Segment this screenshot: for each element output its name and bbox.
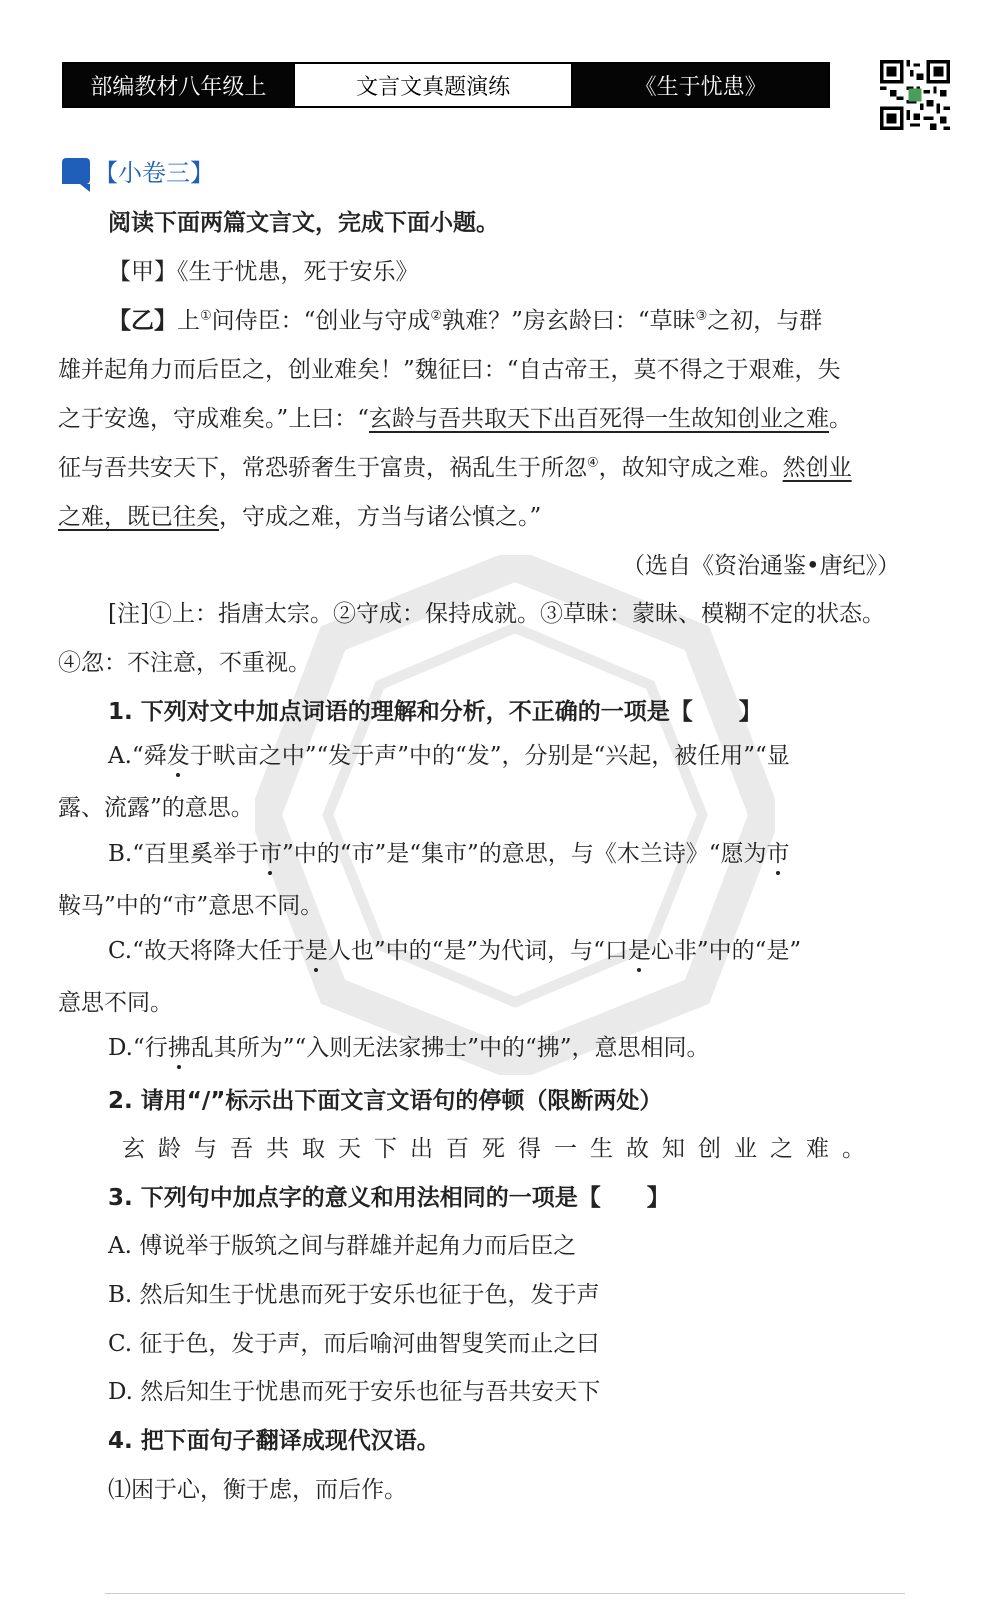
dotted-word: 发 <box>166 743 190 769</box>
underlined-sentence: 玄龄与吾共取天下出百死得一生故知创业之难 <box>369 406 830 432</box>
underlined-sentence: 之难，既已往矣 <box>58 504 219 530</box>
yi-text: ，故知守成之难。 <box>598 455 783 481</box>
source-citation: （选自《资治通鉴•唐纪》） <box>622 553 901 579</box>
option-text: D.“行 <box>108 1035 168 1061</box>
option-text: C.“故天将降大任于 <box>108 938 305 964</box>
qr-code-icon <box>880 60 950 130</box>
q3-option-d: D. 然后知生于忧患而死于安乐也征与吾共安天下 <box>108 1379 601 1405</box>
yi-text: 征与吾共安天下，常恐骄奢生于富贵，祸乱生于所忽 <box>58 455 587 481</box>
question-2-stem: 2. 请用“/”标示出下面文言文语句的停顿（限断两处） <box>108 1088 663 1114</box>
dotted-word: 市 <box>766 841 790 867</box>
option-text: 于畎亩之中”“发于声”中的“发”，分别是“兴起，被任用”“显 <box>189 743 790 769</box>
q4-sentence-1: ⑴困于心，衡于虑，而后作。 <box>108 1477 407 1503</box>
q1-option-a <box>108 740 790 772</box>
question-4-stem: 4. 把下面句子翻译成现代汉语。 <box>108 1428 440 1454</box>
dotted-word: 市 <box>258 841 282 867</box>
option-text: 人也”中的“是”为代词，与“口 <box>327 938 628 964</box>
note-ref: ② <box>430 308 443 324</box>
header-bar <box>62 62 830 108</box>
q3-option-b: B. 然后知生于忧患而死于安乐也征于色，发于声 <box>108 1282 600 1308</box>
yi-text: 孰难？”房玄龄曰：“草昧 <box>442 308 696 334</box>
passage-yi-line-5 <box>58 501 541 533</box>
q1-option-a-cont: 露、流露”的意思。 <box>58 795 254 821</box>
note-ref: ④ <box>587 455 599 471</box>
dotted-word: 拂 <box>167 1035 191 1061</box>
passage-yi-line-3 <box>58 403 852 435</box>
header-topic: 文言文真题演练 <box>293 64 574 106</box>
yi-text: 。 <box>829 406 853 432</box>
header-grade: 部编教材八年级上 <box>64 64 293 106</box>
dotted-word: 是 <box>627 938 651 964</box>
section-heading <box>62 153 214 188</box>
q1-option-d <box>108 1032 710 1064</box>
yi-label: 【乙】 <box>108 308 177 334</box>
option-text: 乱其所为”“入则无法家拂士”中的“拂”，意思相同。 <box>190 1035 710 1061</box>
passage-yi-line-4 <box>58 452 852 484</box>
bottom-divider <box>105 1593 905 1594</box>
yi-text: 上 <box>177 308 200 334</box>
notes-line-2: ④忽：不注意，不重视。 <box>58 650 311 676</box>
option-text: ”中的“市”是“集市”的意思，与《木兰诗》“愿为 <box>281 841 767 867</box>
yi-text: 问侍臣：“创业与守成 <box>211 308 431 334</box>
passage-yi-line-1 <box>108 305 822 337</box>
yi-text: 之初，与群 <box>707 308 823 334</box>
instruction: 阅读下面两篇文言文，完成下面小题。 <box>108 210 499 236</box>
option-text: 心非”中的“是” <box>650 938 802 964</box>
bookmark-flag-icon <box>62 158 90 184</box>
option-text: A.“舜 <box>108 743 167 769</box>
q1-option-c <box>108 935 801 967</box>
dotted-word: 是 <box>304 938 328 964</box>
yi-text: ，守成之难，方当与诸公慎之。” <box>219 504 542 530</box>
q1-option-b-cont: 鞍马”中的“市”意思不同。 <box>58 893 324 919</box>
q1-option-c-cont: 意思不同。 <box>58 990 173 1016</box>
watermark-seal-icon <box>255 555 775 1075</box>
q2-sentence: 玄龄与吾共取天下出百死得一生故知创业之难。 <box>122 1136 878 1162</box>
q3-option-a: A. 傅说举于版筑之间与群雄并起角力而后臣之 <box>108 1233 577 1259</box>
notes-line-1: [注]①上：指唐太宗。②守成：保持成就。③草昧：蒙昧、模糊不定的状态。 <box>108 601 885 627</box>
note-ref: ③ <box>695 308 708 324</box>
section-title: 【小卷三】 <box>94 159 214 187</box>
passage-yi-line-2: 雄并起角力而后臣之，创业难矣！”魏征曰：“自古帝王，莫不得之于艰难，失 <box>58 357 841 383</box>
question-1-stem: 1. 下列对文中加点词语的理解和分析，不正确的一项是【 】 <box>108 699 762 725</box>
option-text: B.“百里奚举于 <box>108 841 259 867</box>
q1-option-b <box>108 838 790 870</box>
underlined-sentence: 然创业 <box>782 455 852 481</box>
header-lesson: 《生于忧患》 <box>573 64 828 106</box>
passage-jia: 【甲】《生于忧患，死于安乐》 <box>108 259 419 285</box>
yi-text: 之于安逸，守成难矣。”上曰：“ <box>58 406 370 432</box>
q3-option-c: C. 征于色，发于声，而后喻河曲智叟笑而止之曰 <box>108 1331 600 1357</box>
question-3-stem: 3. 下列句中加点字的意义和用法相同的一项是【 】 <box>108 1185 670 1211</box>
note-ref: ① <box>200 308 212 324</box>
